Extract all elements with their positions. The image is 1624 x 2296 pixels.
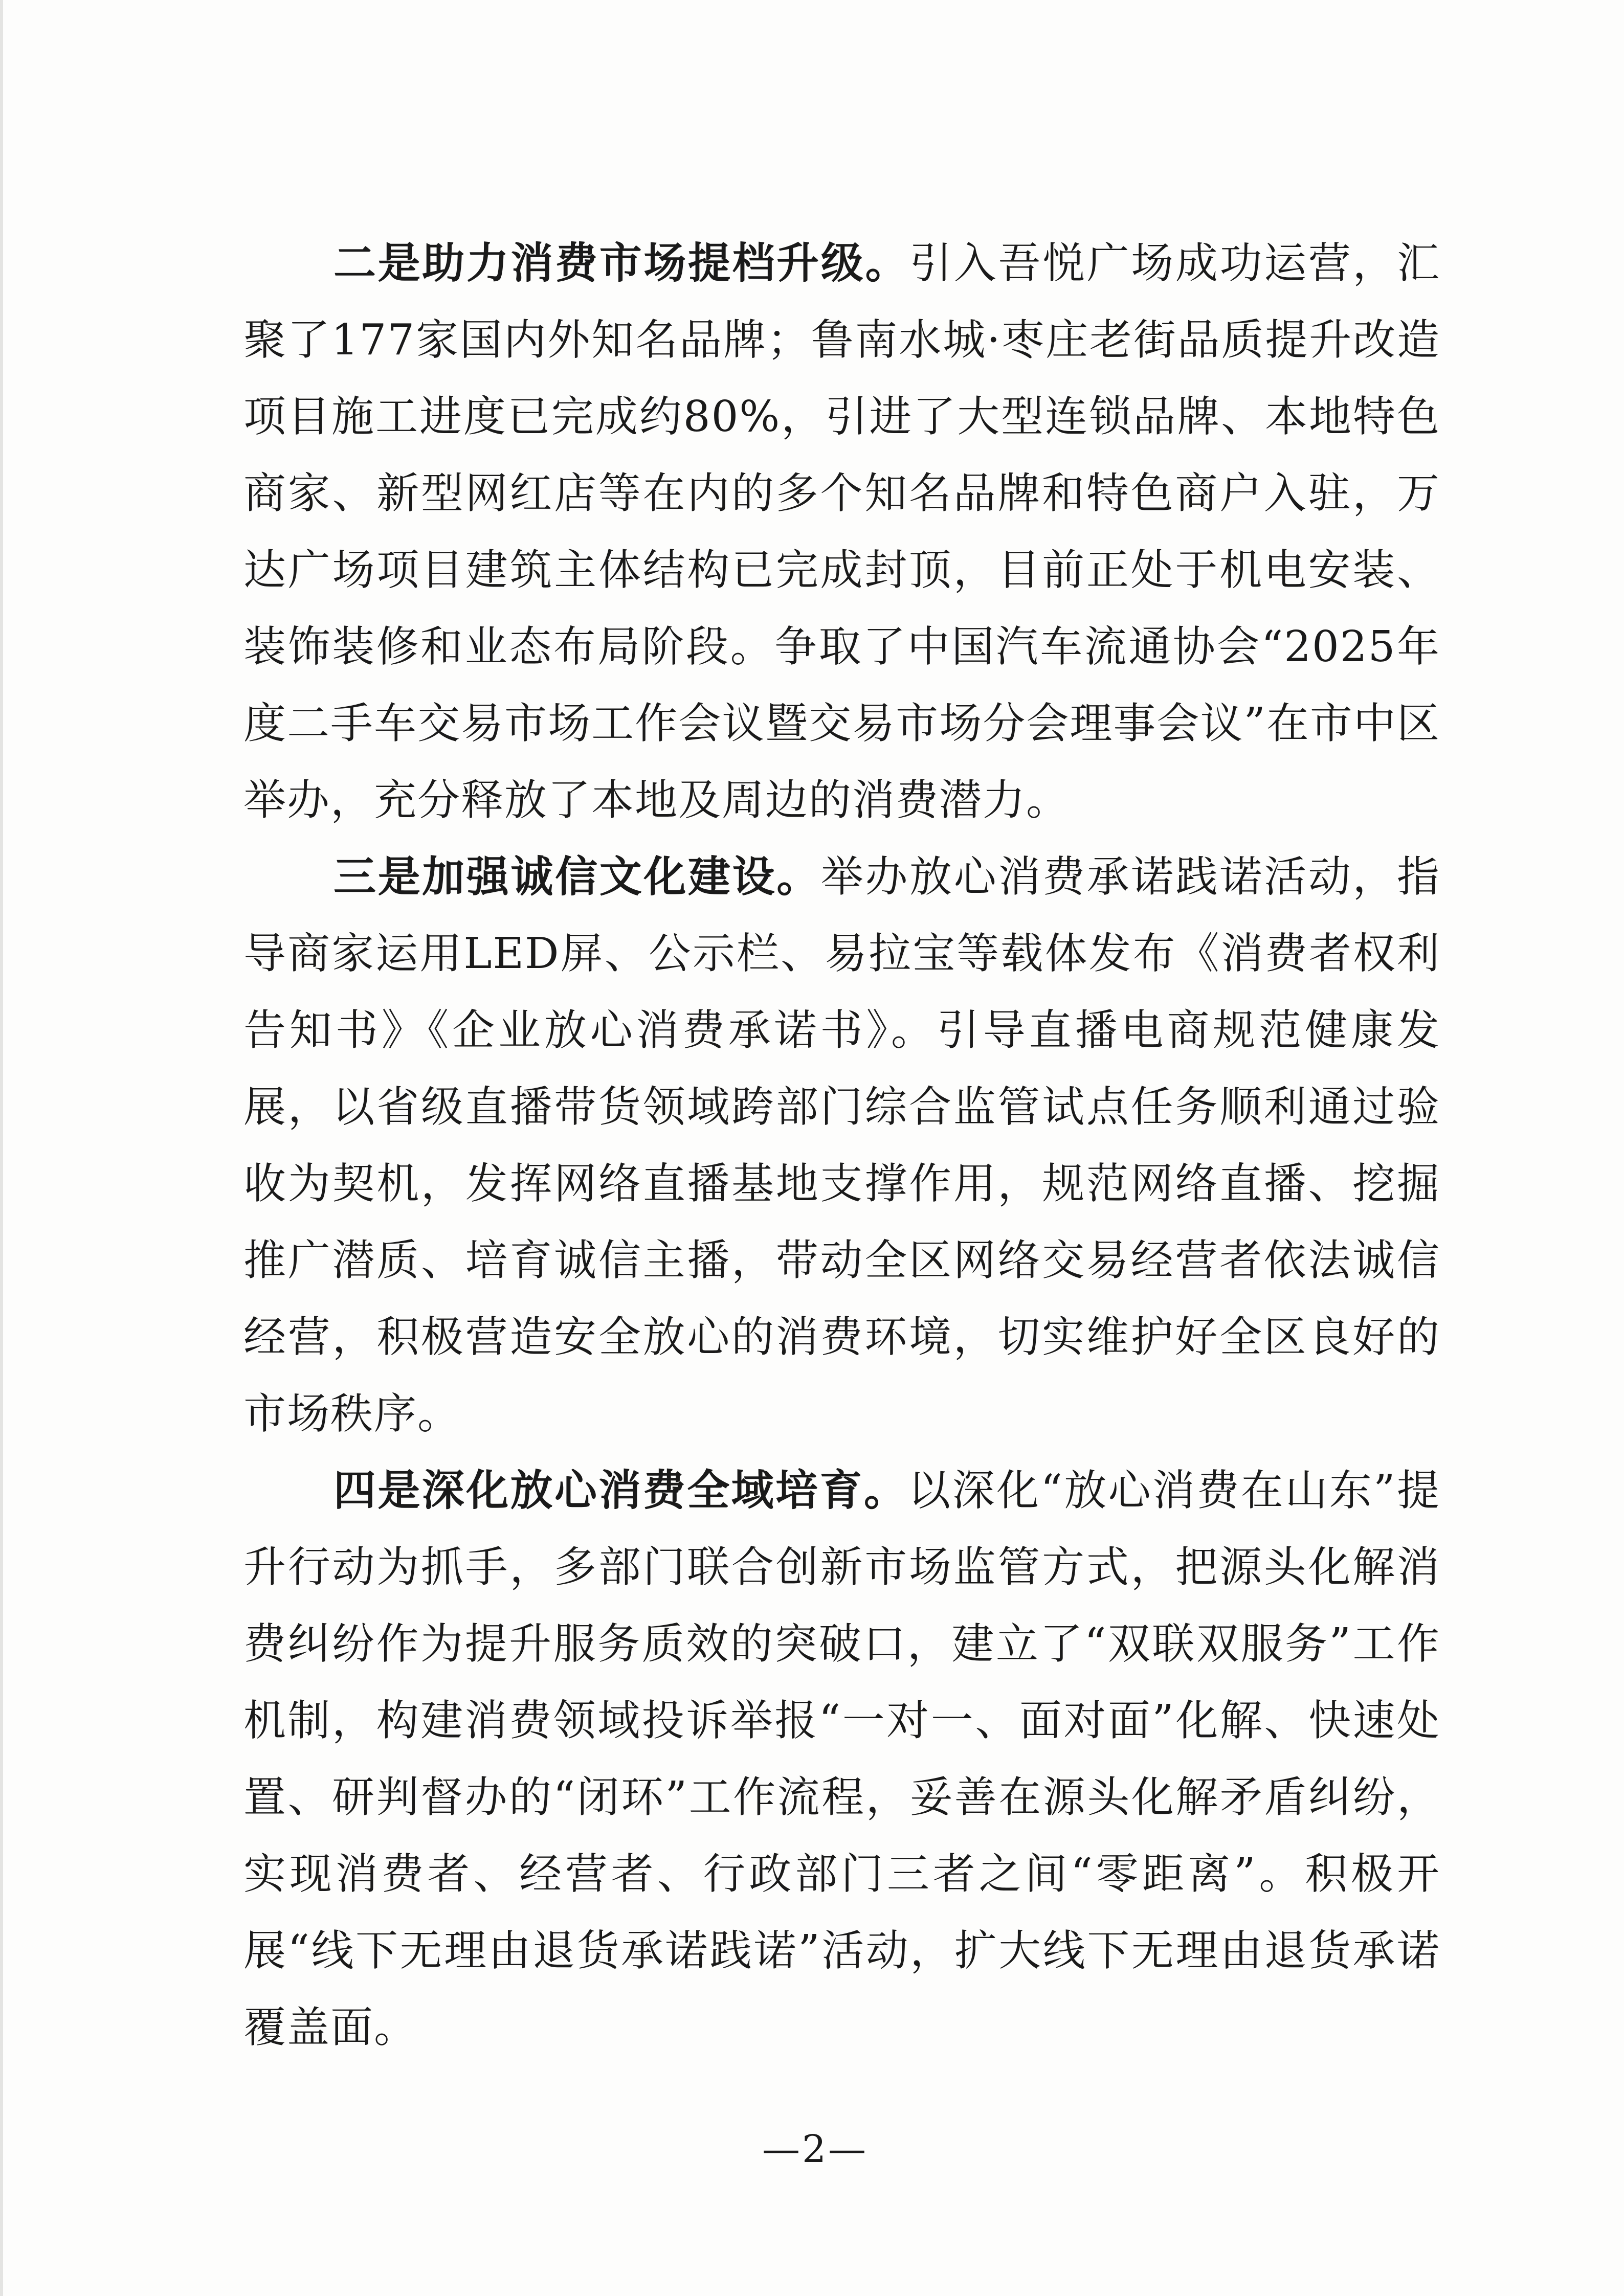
paragraph-integrity-culture bbox=[243, 839, 1440, 1452]
paragraph-consumer-market-upgrade bbox=[243, 225, 1440, 839]
paragraph-text: 以深化“放心消费在山东”提升行动为抓手，多部门联合创新市场监管方式，把源头化解消费纠纷作为提升服务质效的突破口，建立了“双联双服务”工作机制，构建消费领域投诉举报“一对一、面对面”化解、快速处置、研判督办的“闭环”工作流程，妥善在源头化解矛盾纠纷，实现消费者、经营者、行政部门三者之间“零距离”。积极开展“线下无理由退货承诺践诺”活动，扩大线下无理由退货承诺覆盖面。 bbox=[243, 1466, 1440, 2052]
paragraph-lead: 四是深化放心消费全域培育。 bbox=[333, 1466, 908, 1515]
paragraph-text: 引入吾悦广场成功运营，汇聚了177家国内外知名品牌；鲁南水城·枣庄老街品质提升改造项目施工进度已完成约80%，引进了大型连锁品牌、本地特色商家、新型网红店等在内的多个知名品牌和特色商户入驻，万达广场项目建筑主体结构已完成封顶，目前正处于机电安装、装饰装修和业态布局阶段。争取了中国汽车流通协会“2025年度二手车交易市场工作会议暨交易市场分会理事会议”在市中区举办，充分释放了本地及周边的消费潜力。 bbox=[243, 238, 1440, 825]
paragraph-text: 举办放心消费承诺践诺活动，指导商家运用LED屏、公示栏、易拉宝等载体发布《消费者权利告知书》《企业放心消费承诺书》。引导直播电商规范健康发展，以省级直播带货领域跨部门综合监管试点任务顺利通过验收为契机，发挥网络直播基地支撑作用，规范网络直播、挖掘推广潜质、培育诚信主播，带动全区网络交易经营者依法诚信经营，积极营造安全放心的消费环境，切实维护好全区良好的市场秩序。 bbox=[243, 852, 1440, 1438]
paragraph-lead: 二是助力消费市场提档升级。 bbox=[333, 238, 910, 288]
page-number: —2— bbox=[762, 2127, 869, 2171]
document-body bbox=[243, 225, 1440, 2066]
paragraph-lead: 三是加强诚信文化建设。 bbox=[333, 852, 821, 902]
paragraph-assured-consumption bbox=[243, 1452, 1440, 2066]
